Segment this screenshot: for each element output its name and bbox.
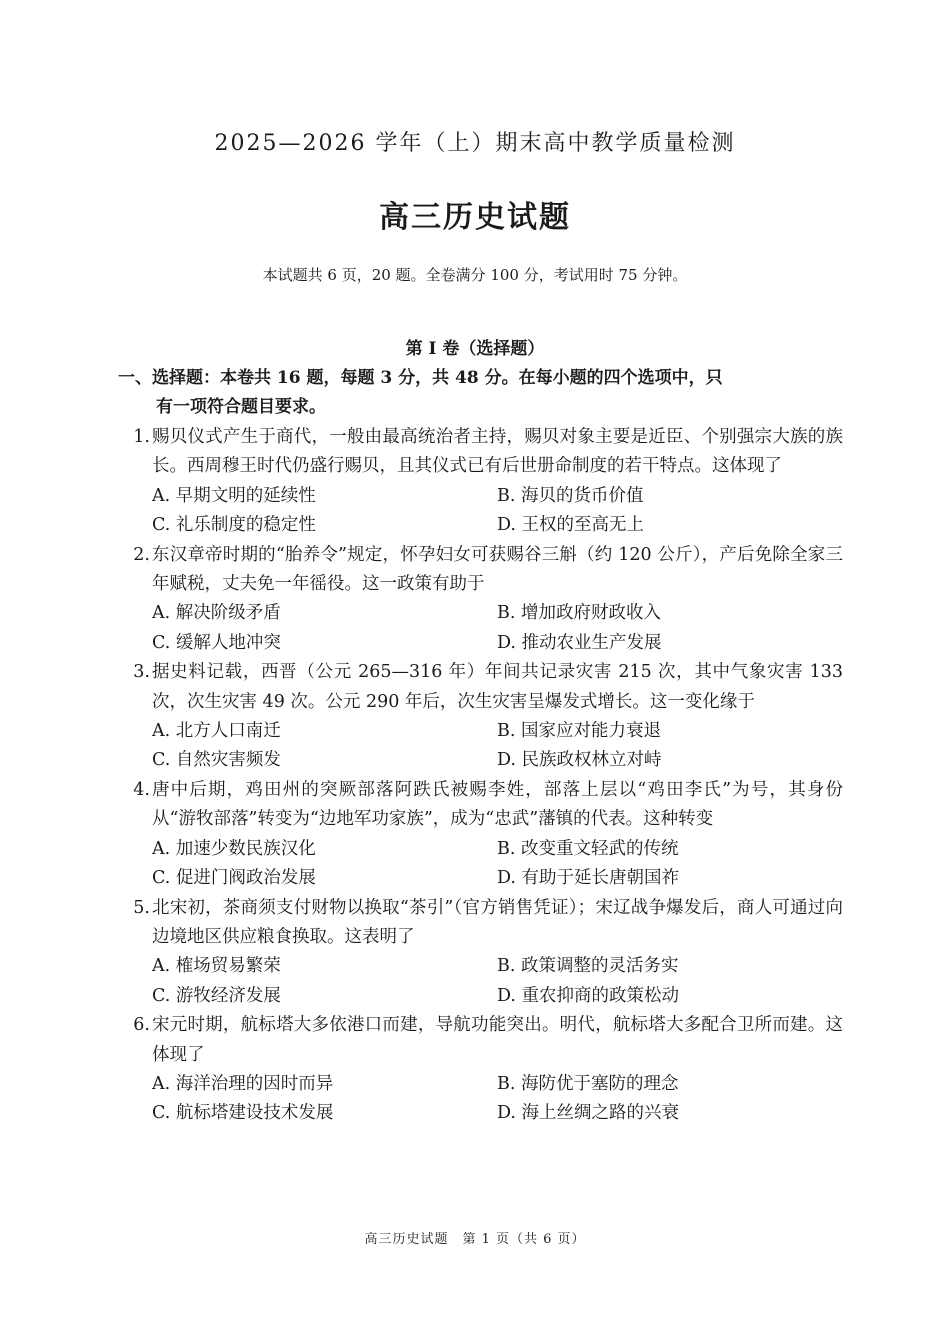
question-stem [118,894,843,953]
option-a: A. 早期文明的延续性 [152,485,316,506]
question-list [118,423,843,1129]
option-grid [118,952,843,1011]
option-b: B. 国家应对能力衰退 [497,721,661,742]
question-stem [118,423,843,482]
option-b: B. 政策调整的灵活务实 [497,956,679,977]
question-number: 4. [133,779,150,800]
question-text: 北宋初，茶商须支付财物以换取“茶引”（官方销售凭证）；宋辽战争爆发后，商人可通过向边境地区供应粮食换取。这表明了 [152,897,843,947]
option-a: A. 榷场贸易繁荣 [152,956,281,977]
option-grid [118,599,843,658]
option-a: A. 加速少数民族汉化 [152,838,316,859]
question-1 [118,423,843,541]
option-c: C. 礼乐制度的稳定性 [152,515,316,536]
option-c: C. 游牧经济发展 [152,985,281,1006]
option-a: A. 北方人口南迁 [152,721,281,742]
question-2 [118,541,843,659]
question-text: 赐贝仪式产生于商代，一般由最高统治者主持，赐贝对象主要是近臣、个别强宗大族的族长。西周穆王时代仍盛行赐贝，且其仪式已有后世册命制度的若干特点。这体现了 [152,427,843,477]
question-text: 唐中后期，鸡田州的突厥部落阿跌氏被赐李姓，部落上层以“鸡田李氏”为号，其身份从“游牧部落”转变为“边地军功家族”，成为“忠武”藩镇的代表。这种转变 [152,779,843,830]
page-footer: 高三历史试题 第 1 页（共 6 页） [364,1232,586,1247]
option-d: D. 有助于延长唐朝国祚 [497,868,680,889]
option-c: C. 自然灾害频发 [152,750,281,771]
option-c: C. 缓解人地冲突 [152,632,281,653]
question-4 [118,776,843,894]
option-b: B. 海贝的货币价值 [497,485,644,506]
question-6 [118,1011,843,1129]
option-a: A. 海洋治理的因时而异 [152,1073,334,1094]
question-number: 2. [133,544,150,565]
question-stem [118,776,843,835]
option-grid [118,482,843,541]
question-text: 东汉章帝时期的“胎养令”规定，怀孕妇女可获赐谷三斛（约 120 公斤），产后免除全家三年赋税，丈夫免一年徭役。这一政策有助于 [152,544,843,595]
option-d: D. 王权的至高无上 [497,515,645,536]
question-5 [118,894,843,1012]
section-heading [118,364,838,422]
exam-instructions: 本试题共 6 页，20 题。全卷满分 100 分，考试用时 75 分钟。 [262,266,688,284]
option-b: B. 增加政府财政收入 [497,603,661,624]
question-text: 宋元时期，航标塔大多依港口而建，导航功能突出。明代，航标塔大多配合卫所而建。这体现了 [152,1015,843,1065]
option-grid [118,835,843,894]
question-number: 6. [133,1015,150,1036]
question-text: 据史料记载，西晋（公元 265—316 年）年间共记录灾害 215 次，其中气象灾害 133 次，次生灾害 49 次。公元 290 年后，次生灾害呈爆发式增长。这一变化缘于 [152,662,843,712]
question-stem [118,541,843,600]
exam-header-line: 2025—2026 学年（上）期末高中教学质量检测 [214,131,736,156]
option-a: A. 解决阶级矛盾 [152,603,281,624]
option-grid [118,1070,843,1129]
option-c: C. 促进门阀政治发展 [152,868,316,889]
option-d: D. 海上丝绸之路的兴衰 [497,1103,680,1124]
section-heading-line1: 一、选择题：本卷共 16 题，每题 3 分，共 48 分。在每小题的四个选项中，只 [118,368,723,388]
option-grid [118,717,843,776]
question-stem [118,1011,843,1070]
question-number: 1. [133,427,150,447]
section-heading-line2: 有一项符合题目要求。 [156,397,326,417]
option-d: D. 重农抑商的政策松动 [497,985,680,1006]
option-d: D. 推动农业生产发展 [497,632,662,653]
option-b: B. 海防优于塞防的理念 [497,1073,679,1094]
option-c: C. 航标塔建设技术发展 [152,1103,334,1124]
option-b: B. 改变重文轻武的传统 [497,838,679,859]
volume-title: 第 I 卷（选择题） [405,339,545,359]
exam-title: 高三历史试题 [379,200,571,235]
question-number: 5. [133,897,150,918]
question-number: 3. [133,662,150,683]
question-stem [118,658,843,717]
question-3 [118,658,843,776]
option-d: D. 民族政权林立对峙 [497,750,662,771]
